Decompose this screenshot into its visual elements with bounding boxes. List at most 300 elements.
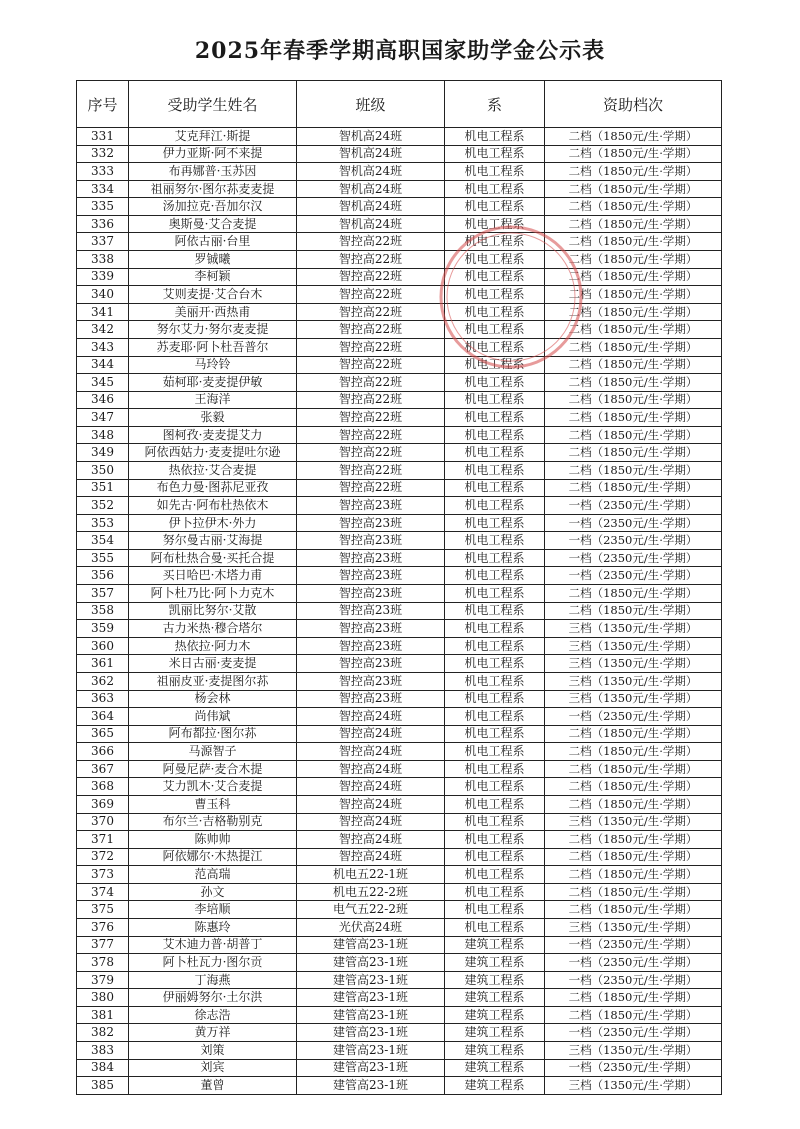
row-index: 344 bbox=[77, 356, 129, 374]
department: 建筑工程系 bbox=[445, 936, 545, 954]
department: 机电工程系 bbox=[445, 883, 545, 901]
department: 机电工程系 bbox=[445, 233, 545, 251]
row-index: 338 bbox=[77, 251, 129, 269]
row-index: 376 bbox=[77, 919, 129, 937]
department: 机电工程系 bbox=[445, 286, 545, 304]
table-row bbox=[77, 1006, 722, 1024]
subsidy-level: 一档（2350元/生·学期） bbox=[545, 936, 722, 954]
class-name: 智控高24班 bbox=[297, 725, 445, 743]
department: 建筑工程系 bbox=[445, 1077, 545, 1095]
table-row bbox=[77, 936, 722, 954]
header-subsidy-level: 资助档次 bbox=[545, 81, 722, 128]
subsidy-level: 二档（1850元/生·学期） bbox=[545, 356, 722, 374]
table-row bbox=[77, 163, 722, 181]
subsidy-level: 二档（1850元/生·学期） bbox=[545, 163, 722, 181]
row-index: 354 bbox=[77, 532, 129, 550]
row-index: 375 bbox=[77, 901, 129, 919]
table-row bbox=[77, 409, 722, 427]
department: 机电工程系 bbox=[445, 215, 545, 233]
subsidy-level: 二档（1850元/生·学期） bbox=[545, 866, 722, 884]
subsidy-level: 三档（1350元/生·学期） bbox=[545, 655, 722, 673]
department: 机电工程系 bbox=[445, 637, 545, 655]
subsidy-level: 三档（1350元/生·学期） bbox=[545, 620, 722, 638]
class-name: 建管高23-1班 bbox=[297, 1024, 445, 1042]
department: 机电工程系 bbox=[445, 303, 545, 321]
subsidy-level: 二档（1850元/生·学期） bbox=[545, 989, 722, 1007]
table-row bbox=[77, 145, 722, 163]
student-name: 布色力曼·图荪尼亚孜 bbox=[129, 479, 297, 497]
class-name: 智控高22班 bbox=[297, 479, 445, 497]
table-row bbox=[77, 989, 722, 1007]
table-row bbox=[77, 725, 722, 743]
table-row bbox=[77, 883, 722, 901]
table-header-row bbox=[77, 81, 722, 128]
row-index: 371 bbox=[77, 831, 129, 849]
department: 机电工程系 bbox=[445, 567, 545, 585]
table-row bbox=[77, 831, 722, 849]
row-index: 383 bbox=[77, 1042, 129, 1060]
student-name: 阿布都拉·图尔荪 bbox=[129, 725, 297, 743]
class-name: 智控高23班 bbox=[297, 549, 445, 567]
student-name: 茹柯耶·麦麦提伊敏 bbox=[129, 374, 297, 392]
table-row bbox=[77, 532, 722, 550]
class-name: 智机高24班 bbox=[297, 128, 445, 146]
department: 机电工程系 bbox=[445, 620, 545, 638]
class-name: 智控高23班 bbox=[297, 497, 445, 515]
row-index: 337 bbox=[77, 233, 129, 251]
subsidy-level: 二档（1850元/生·学期） bbox=[545, 760, 722, 778]
class-name: 智控高22班 bbox=[297, 409, 445, 427]
subsidy-level: 二档（1850元/生·学期） bbox=[545, 374, 722, 392]
class-name: 智控高22班 bbox=[297, 251, 445, 269]
student-name: 图柯孜·麦麦提艾力 bbox=[129, 426, 297, 444]
department: 机电工程系 bbox=[445, 848, 545, 866]
student-name: 刘宾 bbox=[129, 1059, 297, 1077]
student-name: 努尔曼古丽·艾海提 bbox=[129, 532, 297, 550]
table-row bbox=[77, 620, 722, 638]
department: 机电工程系 bbox=[445, 549, 545, 567]
table-row bbox=[77, 198, 722, 216]
row-index: 363 bbox=[77, 690, 129, 708]
row-index: 382 bbox=[77, 1024, 129, 1042]
student-name: 买日哈巴·木塔力甫 bbox=[129, 567, 297, 585]
row-index: 349 bbox=[77, 444, 129, 462]
student-name: 李柯颖 bbox=[129, 268, 297, 286]
student-name: 阿曼尼萨·麦合木提 bbox=[129, 760, 297, 778]
row-index: 333 bbox=[77, 163, 129, 181]
student-name: 艾克拜江·斯提 bbox=[129, 128, 297, 146]
class-name: 智控高22班 bbox=[297, 461, 445, 479]
header-department: 系 bbox=[445, 81, 545, 128]
subsidy-level: 二档（1850元/生·学期） bbox=[545, 251, 722, 269]
row-index: 374 bbox=[77, 883, 129, 901]
table-row bbox=[77, 444, 722, 462]
class-name: 智控高22班 bbox=[297, 321, 445, 339]
class-name: 光伏高24班 bbox=[297, 919, 445, 937]
student-name: 罗铖曦 bbox=[129, 251, 297, 269]
subsidy-level: 三档（1350元/生·学期） bbox=[545, 672, 722, 690]
subsidy-level: 二档（1850元/生·学期） bbox=[545, 426, 722, 444]
subsidy-level: 二档（1850元/生·学期） bbox=[545, 268, 722, 286]
department: 机电工程系 bbox=[445, 901, 545, 919]
department: 机电工程系 bbox=[445, 444, 545, 462]
class-name: 智机高24班 bbox=[297, 145, 445, 163]
class-name: 智控高23班 bbox=[297, 672, 445, 690]
subsidy-level: 二档（1850元/生·学期） bbox=[545, 128, 722, 146]
student-name: 奥斯曼·艾合麦提 bbox=[129, 215, 297, 233]
row-index: 355 bbox=[77, 549, 129, 567]
student-name: 刘策 bbox=[129, 1042, 297, 1060]
student-name: 阿依古丽·台里 bbox=[129, 233, 297, 251]
row-index: 364 bbox=[77, 708, 129, 726]
row-index: 370 bbox=[77, 813, 129, 831]
row-index: 385 bbox=[77, 1077, 129, 1095]
subsidy-level: 一档（2350元/生·学期） bbox=[545, 954, 722, 972]
table-row bbox=[77, 233, 722, 251]
table-row bbox=[77, 479, 722, 497]
department: 建筑工程系 bbox=[445, 954, 545, 972]
table-row bbox=[77, 795, 722, 813]
row-index: 361 bbox=[77, 655, 129, 673]
row-index: 352 bbox=[77, 497, 129, 515]
subsidy-level: 二档（1850元/生·学期） bbox=[545, 180, 722, 198]
table-row bbox=[77, 514, 722, 532]
table-row bbox=[77, 1024, 722, 1042]
department: 机电工程系 bbox=[445, 708, 545, 726]
class-name: 机电五22-2班 bbox=[297, 883, 445, 901]
row-index: 343 bbox=[77, 338, 129, 356]
page-title: 2025年春季学期高职国家助学金公示表 bbox=[194, 38, 606, 64]
row-index: 373 bbox=[77, 866, 129, 884]
row-index: 384 bbox=[77, 1059, 129, 1077]
row-index: 357 bbox=[77, 585, 129, 603]
department: 机电工程系 bbox=[445, 180, 545, 198]
department: 机电工程系 bbox=[445, 426, 545, 444]
subsidy-level: 二档（1850元/生·学期） bbox=[545, 602, 722, 620]
class-name: 建管高23-1班 bbox=[297, 954, 445, 972]
row-index: 347 bbox=[77, 409, 129, 427]
table-row bbox=[77, 672, 722, 690]
table-row bbox=[77, 391, 722, 409]
table-row bbox=[77, 778, 722, 796]
subsidy-level: 二档（1850元/生·学期） bbox=[545, 391, 722, 409]
subsidy-level: 一档（2350元/生·学期） bbox=[545, 971, 722, 989]
department: 机电工程系 bbox=[445, 251, 545, 269]
student-name: 黄万祥 bbox=[129, 1024, 297, 1042]
row-index: 350 bbox=[77, 461, 129, 479]
row-index: 331 bbox=[77, 128, 129, 146]
student-name: 苏麦耶·阿卜杜吾普尔 bbox=[129, 338, 297, 356]
department: 机电工程系 bbox=[445, 497, 545, 515]
row-index: 378 bbox=[77, 954, 129, 972]
table-row bbox=[77, 1059, 722, 1077]
student-name: 范高瑞 bbox=[129, 866, 297, 884]
student-name: 阿卜杜瓦力·图尔贡 bbox=[129, 954, 297, 972]
class-name: 智控高22班 bbox=[297, 426, 445, 444]
class-name: 智控高23班 bbox=[297, 602, 445, 620]
row-index: 359 bbox=[77, 620, 129, 638]
subsidy-level: 二档（1850元/生·学期） bbox=[545, 743, 722, 761]
row-index: 379 bbox=[77, 971, 129, 989]
department: 机电工程系 bbox=[445, 672, 545, 690]
student-name: 阿依娜尔·木热提江 bbox=[129, 848, 297, 866]
table-row bbox=[77, 356, 722, 374]
table-row bbox=[77, 866, 722, 884]
class-name: 智控高22班 bbox=[297, 356, 445, 374]
table-row bbox=[77, 848, 722, 866]
subsidy-level: 三档（1350元/生·学期） bbox=[545, 690, 722, 708]
table-row bbox=[77, 901, 722, 919]
student-name: 马玲铃 bbox=[129, 356, 297, 374]
subsidy-level: 一档（2350元/生·学期） bbox=[545, 497, 722, 515]
table-row bbox=[77, 637, 722, 655]
student-name: 米日古丽·麦麦提 bbox=[129, 655, 297, 673]
student-name: 马源智子 bbox=[129, 743, 297, 761]
class-name: 机电五22-1班 bbox=[297, 866, 445, 884]
department: 机电工程系 bbox=[445, 128, 545, 146]
student-name: 阿卜杜乃比·阿卜力克木 bbox=[129, 585, 297, 603]
row-index: 345 bbox=[77, 374, 129, 392]
department: 机电工程系 bbox=[445, 795, 545, 813]
class-name: 智机高24班 bbox=[297, 180, 445, 198]
table-row bbox=[77, 919, 722, 937]
subsidy-level: 三档（1350元/生·学期） bbox=[545, 919, 722, 937]
subsidy-level: 三档（1350元/生·学期） bbox=[545, 1077, 722, 1095]
department: 机电工程系 bbox=[445, 145, 545, 163]
row-index: 341 bbox=[77, 303, 129, 321]
table-row bbox=[77, 549, 722, 567]
student-name: 热依拉·阿力木 bbox=[129, 637, 297, 655]
student-name: 古力米热·穆合塔尔 bbox=[129, 620, 297, 638]
table-row bbox=[77, 602, 722, 620]
student-name: 布再娜普·玉苏因 bbox=[129, 163, 297, 181]
department: 机电工程系 bbox=[445, 919, 545, 937]
subsidy-level: 二档（1850元/生·学期） bbox=[545, 321, 722, 339]
department: 机电工程系 bbox=[445, 198, 545, 216]
student-name: 王海洋 bbox=[129, 391, 297, 409]
student-name: 陈惠玲 bbox=[129, 919, 297, 937]
class-name: 智控高24班 bbox=[297, 848, 445, 866]
subsidy-level: 二档（1850元/生·学期） bbox=[545, 233, 722, 251]
student-name: 尚伟斌 bbox=[129, 708, 297, 726]
table-row bbox=[77, 760, 722, 778]
student-name: 曹玉科 bbox=[129, 795, 297, 813]
subsidy-table bbox=[76, 80, 722, 1095]
subsidy-level: 一档（2350元/生·学期） bbox=[545, 514, 722, 532]
row-index: 340 bbox=[77, 286, 129, 304]
row-index: 348 bbox=[77, 426, 129, 444]
header-index: 序号 bbox=[77, 81, 129, 128]
subsidy-level: 三档（1350元/生·学期） bbox=[545, 813, 722, 831]
row-index: 342 bbox=[77, 321, 129, 339]
row-index: 346 bbox=[77, 391, 129, 409]
class-name: 智控高22班 bbox=[297, 286, 445, 304]
department: 机电工程系 bbox=[445, 321, 545, 339]
row-index: 335 bbox=[77, 198, 129, 216]
student-name: 布尔兰·吉格勒别克 bbox=[129, 813, 297, 831]
row-index: 372 bbox=[77, 848, 129, 866]
subsidy-level: 二档（1850元/生·学期） bbox=[545, 883, 722, 901]
department: 机电工程系 bbox=[445, 461, 545, 479]
student-name: 阿依西姑力·麦麦提吐尔逊 bbox=[129, 444, 297, 462]
class-name: 智控高24班 bbox=[297, 743, 445, 761]
class-name: 智控高22班 bbox=[297, 233, 445, 251]
student-name: 凯丽比努尔·艾散 bbox=[129, 602, 297, 620]
row-index: 362 bbox=[77, 672, 129, 690]
student-name: 阿布杜热合曼·买托合提 bbox=[129, 549, 297, 567]
department: 机电工程系 bbox=[445, 532, 545, 550]
subsidy-level: 一档（2350元/生·学期） bbox=[545, 708, 722, 726]
class-name: 智控高22班 bbox=[297, 303, 445, 321]
student-name: 孙文 bbox=[129, 883, 297, 901]
student-name: 伊丽姆努尔·土尔洪 bbox=[129, 989, 297, 1007]
department: 机电工程系 bbox=[445, 356, 545, 374]
department: 机电工程系 bbox=[445, 866, 545, 884]
table-row bbox=[77, 497, 722, 515]
student-name: 张毅 bbox=[129, 409, 297, 427]
subsidy-level: 一档（2350元/生·学期） bbox=[545, 1059, 722, 1077]
department: 建筑工程系 bbox=[445, 1042, 545, 1060]
table-row bbox=[77, 585, 722, 603]
class-name: 智控高23班 bbox=[297, 514, 445, 532]
table-row bbox=[77, 338, 722, 356]
student-name: 陈帅帅 bbox=[129, 831, 297, 849]
subsidy-level: 一档（2350元/生·学期） bbox=[545, 549, 722, 567]
table-row bbox=[77, 461, 722, 479]
row-index: 365 bbox=[77, 725, 129, 743]
department: 建筑工程系 bbox=[445, 1006, 545, 1024]
class-name: 智控高22班 bbox=[297, 444, 445, 462]
class-name: 建管高23-1班 bbox=[297, 1059, 445, 1077]
table-row bbox=[77, 813, 722, 831]
student-name: 李培顺 bbox=[129, 901, 297, 919]
subsidy-level: 二档（1850元/生·学期） bbox=[545, 585, 722, 603]
department: 机电工程系 bbox=[445, 778, 545, 796]
subsidy-level: 二档（1850元/生·学期） bbox=[545, 831, 722, 849]
row-index: 366 bbox=[77, 743, 129, 761]
department: 机电工程系 bbox=[445, 831, 545, 849]
department: 机电工程系 bbox=[445, 479, 545, 497]
subsidy-level: 二档（1850元/生·学期） bbox=[545, 778, 722, 796]
student-name: 伊力亚斯·阿不来提 bbox=[129, 145, 297, 163]
row-index: 339 bbox=[77, 268, 129, 286]
class-name: 智控高22班 bbox=[297, 374, 445, 392]
subsidy-level: 二档（1850元/生·学期） bbox=[545, 338, 722, 356]
class-name: 智控高22班 bbox=[297, 338, 445, 356]
row-index: 353 bbox=[77, 514, 129, 532]
subsidy-level: 二档（1850元/生·学期） bbox=[545, 303, 722, 321]
class-name: 建管高23-1班 bbox=[297, 1042, 445, 1060]
table-row bbox=[77, 655, 722, 673]
subsidy-level: 二档（1850元/生·学期） bbox=[545, 461, 722, 479]
class-name: 智控高23班 bbox=[297, 655, 445, 673]
student-name: 艾木迪力普·胡普丁 bbox=[129, 936, 297, 954]
student-name: 如先古·阿布杜热依木 bbox=[129, 497, 297, 515]
class-name: 建管高23-1班 bbox=[297, 1077, 445, 1095]
class-name: 智控高22班 bbox=[297, 268, 445, 286]
row-index: 334 bbox=[77, 180, 129, 198]
class-name: 智控高24班 bbox=[297, 778, 445, 796]
subsidy-level: 二档（1850元/生·学期） bbox=[545, 479, 722, 497]
row-index: 367 bbox=[77, 760, 129, 778]
subsidy-level: 二档（1850元/生·学期） bbox=[545, 1006, 722, 1024]
subsidy-level: 三档（1350元/生·学期） bbox=[545, 1042, 722, 1060]
table-row bbox=[77, 374, 722, 392]
class-name: 智机高24班 bbox=[297, 198, 445, 216]
subsidy-level: 一档（2350元/生·学期） bbox=[545, 567, 722, 585]
table-row bbox=[77, 180, 722, 198]
class-name: 智控高24班 bbox=[297, 831, 445, 849]
student-name: 徐志浩 bbox=[129, 1006, 297, 1024]
subsidy-level: 二档（1850元/生·学期） bbox=[545, 795, 722, 813]
row-index: 360 bbox=[77, 637, 129, 655]
class-name: 智机高24班 bbox=[297, 163, 445, 181]
subsidy-level: 二档（1850元/生·学期） bbox=[545, 198, 722, 216]
student-name: 丁海燕 bbox=[129, 971, 297, 989]
table-row bbox=[77, 215, 722, 233]
subsidy-level: 二档（1850元/生·学期） bbox=[545, 286, 722, 304]
student-name: 伊卜拉伊木·外力 bbox=[129, 514, 297, 532]
student-name: 艾则麦提·艾合台木 bbox=[129, 286, 297, 304]
class-name: 智控高23班 bbox=[297, 567, 445, 585]
subsidy-level: 一档（2350元/生·学期） bbox=[545, 532, 722, 550]
row-index: 377 bbox=[77, 936, 129, 954]
department: 机电工程系 bbox=[445, 743, 545, 761]
row-index: 356 bbox=[77, 567, 129, 585]
subsidy-level: 三档（1350元/生·学期） bbox=[545, 637, 722, 655]
student-name: 祖丽努尔·图尔荪麦麦提 bbox=[129, 180, 297, 198]
row-index: 358 bbox=[77, 602, 129, 620]
department: 建筑工程系 bbox=[445, 971, 545, 989]
header-student-name: 受助学生姓名 bbox=[129, 81, 297, 128]
table-row bbox=[77, 690, 722, 708]
department: 机电工程系 bbox=[445, 813, 545, 831]
header-class: 班级 bbox=[297, 81, 445, 128]
table-row bbox=[77, 567, 722, 585]
table-row bbox=[77, 1077, 722, 1095]
class-name: 智控高23班 bbox=[297, 585, 445, 603]
subsidy-level: 一档（2350元/生·学期） bbox=[545, 1024, 722, 1042]
subsidy-level: 二档（1850元/生·学期） bbox=[545, 409, 722, 427]
department: 机电工程系 bbox=[445, 163, 545, 181]
table-row bbox=[77, 426, 722, 444]
class-name: 智控高24班 bbox=[297, 708, 445, 726]
department: 机电工程系 bbox=[445, 409, 545, 427]
class-name: 建管高23-1班 bbox=[297, 1006, 445, 1024]
class-name: 智控高23班 bbox=[297, 532, 445, 550]
class-name: 建管高23-1班 bbox=[297, 989, 445, 1007]
subsidy-level: 二档（1850元/生·学期） bbox=[545, 848, 722, 866]
table-row bbox=[77, 954, 722, 972]
table-row bbox=[77, 251, 722, 269]
student-name: 汤加拉克·吾加尔汉 bbox=[129, 198, 297, 216]
student-name: 祖丽皮亚·麦提图尔荪 bbox=[129, 672, 297, 690]
student-name: 热依拉·艾合麦提 bbox=[129, 461, 297, 479]
table-row bbox=[77, 971, 722, 989]
department: 机电工程系 bbox=[445, 602, 545, 620]
subsidy-level: 二档（1850元/生·学期） bbox=[545, 901, 722, 919]
department: 机电工程系 bbox=[445, 585, 545, 603]
class-name: 电气五22-2班 bbox=[297, 901, 445, 919]
class-name: 建管高23-1班 bbox=[297, 936, 445, 954]
class-name: 智控高24班 bbox=[297, 795, 445, 813]
student-name: 艾力凯木·艾合麦提 bbox=[129, 778, 297, 796]
student-name: 努尔艾力·努尔麦麦提 bbox=[129, 321, 297, 339]
row-index: 380 bbox=[77, 989, 129, 1007]
department: 机电工程系 bbox=[445, 374, 545, 392]
table-body bbox=[77, 128, 722, 1095]
row-index: 369 bbox=[77, 795, 129, 813]
